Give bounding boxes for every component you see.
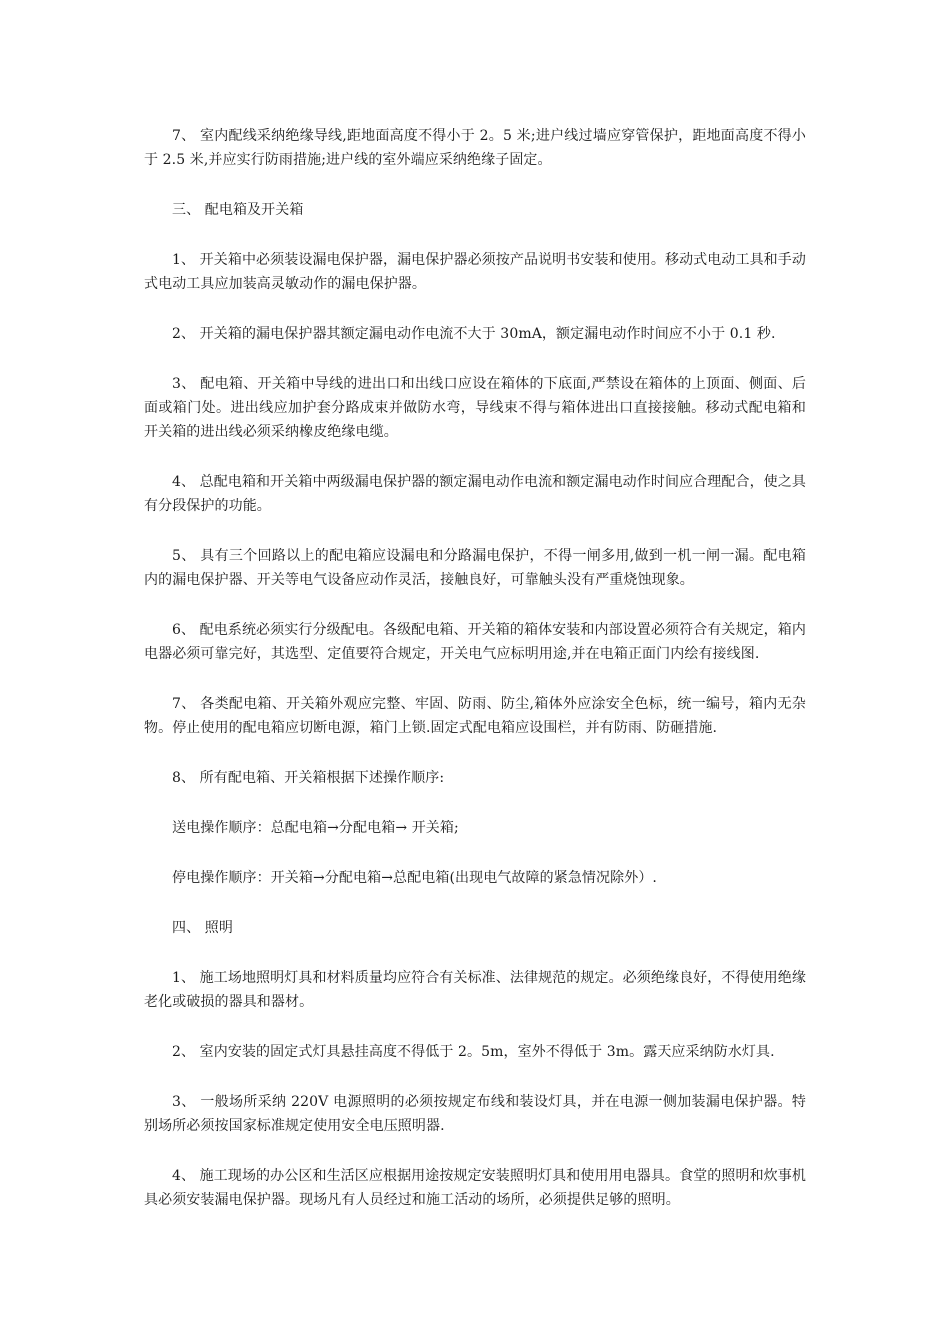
paragraph-graded-distribution: 6、 配电系统必须实行分级配电。各级配电箱、开关箱的箱体安装和内部设置必须符合有关规定，箱内电器必须可靠完好，其选型、定值要符合规定，开关电气应标明用途,并在电箱正面门内绘有接线图. [144, 622, 806, 662]
paragraph-leakage-protector: 1、 开关箱中必须装设漏电保护器，漏电保护器必须按产品说明书安装和使用。移动式电动工具和手动式电动工具应加装高灵敏动作的漏电保护器。 [144, 252, 806, 292]
document-body [144, 124, 806, 1238]
section-heading-distribution-boxes: 三、 配电箱及开关箱 [172, 202, 304, 218]
paragraph-operation-order: 8、 所有配电箱、开关箱根据下述操作顺序: [172, 770, 445, 786]
paragraph-indoor-wiring: 7、 室内配线采纳绝缘导线,距地面高度不得小于 2。5 米;进户线过墙应穿管保护，距地面高度不得小于 2.5 米,并应实行防雨措施;进户线的室外端应采纳绝缘子固定。 [144, 128, 806, 168]
paragraph-power-on-order: 送电操作顺序：总配电箱→分配电箱→ 开关箱; [172, 820, 459, 836]
paragraph-two-level-protection: 4、 总配电箱和开关箱中两级漏电保护器的额定漏电动作电流和额定漏电动作时间应合理配合，使之具有分段保护的功能。 [144, 474, 806, 514]
paragraph-lamp-height: 2、 室内安装的固定式灯具悬挂高度不得低于 2。5m，室外不得低于 3m。露天应采纳防水灯具. [172, 1044, 775, 1060]
paragraph-lighting-quality: 1、 施工场地照明灯具和材料质量均应符合有关标准、法律规范的规定。必须绝缘良好，不得使用绝缘老化或破损的器具和器材。 [144, 970, 806, 1010]
paragraph-office-living-area: 4、 施工现场的办公区和生活区应根据用途按规定安装照明灯具和使用用电器具。食堂的照明和炊事机具必须安装漏电保护器。现场凡有人员经过和施工活动的场所，必须提供足够的照明。 [144, 1168, 806, 1208]
paragraph-wire-entry: 3、 配电箱、开关箱中导线的进出口和出线口应设在箱体的下底面,严禁设在箱体的上顶面、侧面、后面或箱门处。进出线应加护套分路成束并做防水弯，导线束不得与箱体进出口直接接触。移动式配电箱和开关箱的进出线必须采纳橡皮绝缘电缆。 [144, 376, 806, 440]
paragraph-box-appearance: 7、 各类配电箱、开关箱外观应完整、牢固、防雨、防尘,箱体外应涂安全色标，统一编号，箱内无杂物。停止使用的配电箱应切断电源，箱门上锁.固定式配电箱应设围栏，并有防雨、防砸措施. [144, 696, 806, 736]
section-heading-lighting: 四、 照明 [172, 920, 233, 936]
paragraph-leakage-current: 2、 开关箱的漏电保护器其额定漏电动作电流不大于 30mA，额定漏电动作时间应不小于 0.1 秒. [172, 326, 776, 342]
paragraph-220v-lighting: 3、 一般场所采纳 220V 电源照明的必须按规定布线和装设灯具，并在电源一侧加装漏电保护器。特别场所必须按国家标准规定使用安全电压照明器. [144, 1094, 806, 1134]
paragraph-power-off-order: 停电操作顺序：开关箱→分配电箱→总配电箱(出现电气故障的紧急情况除外）. [172, 870, 657, 886]
paragraph-three-circuits: 5、 具有三个回路以上的配电箱应设漏电和分路漏电保护，不得一闸多用,做到一机一闸一漏。配电箱内的漏电保护器、开关等电气设备应动作灵活，接触良好，可靠触头没有严重烧蚀现象。 [144, 548, 806, 588]
